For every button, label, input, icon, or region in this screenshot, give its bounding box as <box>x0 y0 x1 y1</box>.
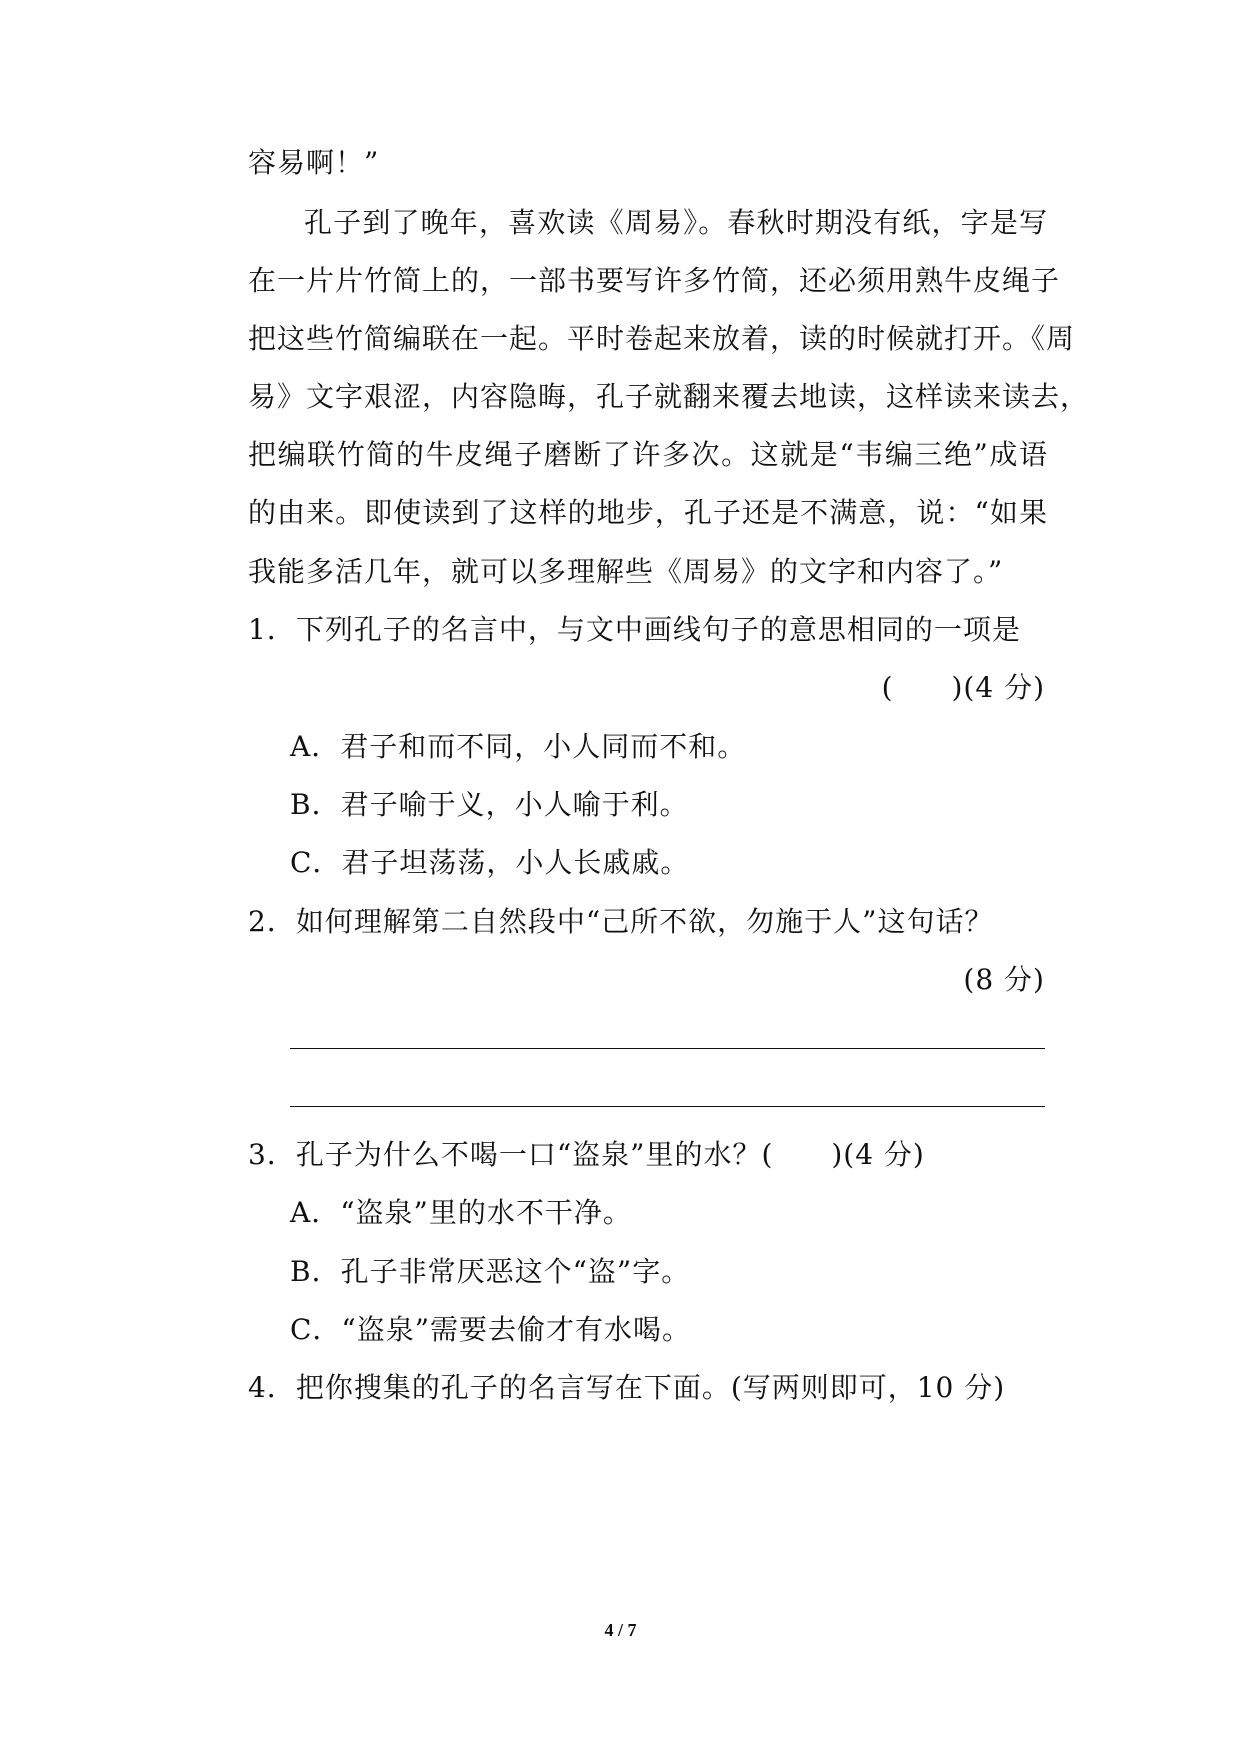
question-3-option-b[interactable]: B．孔子非常厌恶这个“盗”字。 <box>290 1255 691 1288</box>
passage-line-5: 易》文字艰涩，内容隐晦，孔子就翻来覆去地读，这样读来读去， <box>248 380 1090 413</box>
question-1-option-c[interactable]: C．君子坦荡荡，小人长戚戚。 <box>290 846 690 879</box>
question-3-stem: 3．孔子为什么不喝一口“盗泉”里的水？( )(4 分) <box>248 1138 925 1171</box>
passage-line-1: 容易啊！” <box>248 146 380 179</box>
question-2-score: (8 分) <box>963 963 1045 996</box>
question-3-option-c[interactable]: C．“盗泉”需要去偷才有水喝。 <box>290 1313 692 1346</box>
page-number: 4 / 7 <box>604 1620 637 1640</box>
passage-line-4: 把这些竹简编联在一起。平时卷起来放着，读的时候就打开。《周 <box>248 322 1076 355</box>
answer-line-2[interactable] <box>290 1106 1045 1107</box>
passage-line-3: 在一片片竹简上的，一部书要写许多竹简，还必须用熟牛皮绳子 <box>248 264 1061 297</box>
passage-line-2: 孔子到了晚年，喜欢读《周易》。春秋时期没有纸，字是写 <box>304 206 1048 239</box>
question-2-stem: 2．如何理解第二自然段中“己所不欲，勿施于人”这句话？ <box>248 905 994 938</box>
passage-line-7: 的由来。即使读到了这样的地步，孔子还是不满意，说：“如果 <box>248 496 1048 529</box>
answer-line-1[interactable] <box>290 1048 1045 1049</box>
question-1-score[interactable]: ( )(4 分) <box>881 671 1045 704</box>
question-3-option-a[interactable]: A．“盗泉”里的水不干净。 <box>290 1196 632 1229</box>
passage-line-6: 把编联竹简的牛皮绳子磨断了许多次。这就是“韦编三绝”成语 <box>248 438 1048 471</box>
question-1-option-b[interactable]: B．君子喻于义，小人喻于利。 <box>290 788 689 821</box>
question-1-option-a[interactable]: A．君子和而不同，小人同而不和。 <box>290 730 747 763</box>
question-4-stem: 4．把你搜集的孔子的名言写在下面。(写两则即可，10 分) <box>248 1371 1006 1404</box>
passage-line-8: 我能多活几年，就可以多理解些《周易》的文字和内容了。” <box>248 555 1004 588</box>
question-1-stem: 1．下列孔子的名言中，与文中画线句子的意思相同的一项是 <box>248 613 1021 646</box>
